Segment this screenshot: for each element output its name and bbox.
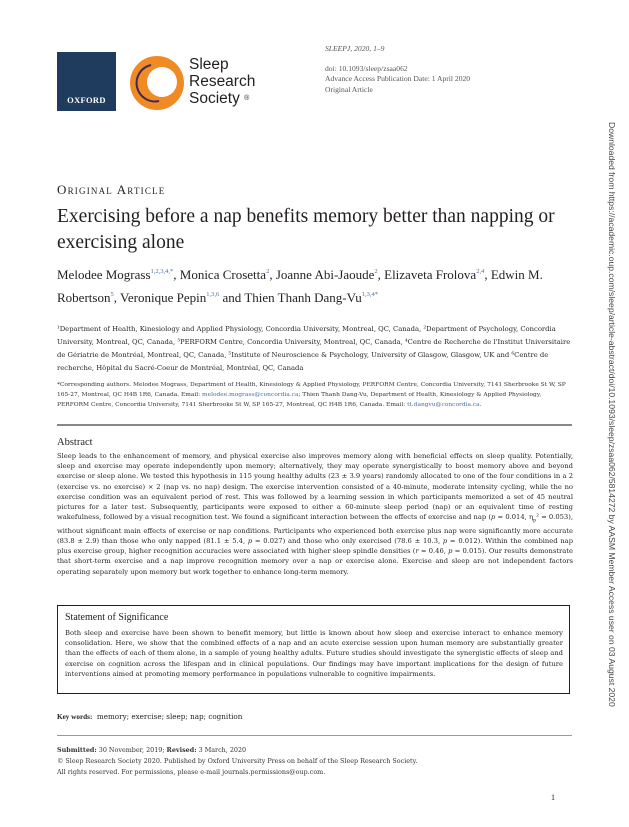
abstract-heading: Abstract — [57, 437, 93, 448]
page-number: 1 — [551, 793, 555, 802]
abstract-text: = 0.027) and those who only exercised (78.6 ± 10.3, — [252, 536, 443, 545]
email-link-mograss[interactable]: melodee.mograss@concordia.ca — [202, 392, 299, 399]
author-name: Edwin M. Robertson — [57, 267, 543, 305]
footer — [57, 745, 572, 778]
submitted-label: Submitted: — [57, 746, 97, 754]
abstract-text: = 0.012). Within the combined nap plus exercise group, higher recognition accuracies were associated with higher sleep spindle densities ( — [57, 536, 574, 556]
author-affiliation-marker[interactable]: 1,3,4* — [361, 290, 378, 298]
stat-symbol: p — [491, 513, 496, 522]
correspondence-end: . — [479, 402, 482, 409]
author-affiliation-marker[interactable]: 5 — [110, 290, 114, 298]
author-separator: , — [269, 267, 276, 282]
abstract-text: Sleep leads to the enhancement of memory, and physical exercise also improves memory along with beneficial effects on sleep quality. Potentially, sleep and exercise may operate independently upon memory; alternatively, they may operate synergistically to boost memory above and beyond exercise or sleep alone. We tested this hypothesis in 115 young healthy adults (23 ± 3.9 years) randomly allocated to one of the four conditions in a 2 (exercise vs. no exercise) × 2 (nap vs. no nap) design. The exercise intervention consisted of a 40-minute, moderate intensity cycling, while the no exercise condition was an equivalent period of rest. This was followed by a learning session in which participants memorized a set of 45 neutral pictures for a later test. Subsequently, participants were exposed to either a 60-minute sleep period (nap) or an equivalent time of resting wakefulness, followed by a visual recognition test. We found a significant interaction between the effects of exercise and nap ( — [57, 452, 573, 522]
advance-access-date: Advance Access Publication Date: 1 April 2020 — [325, 74, 471, 83]
affiliations: ¹Department of Health, Kinesiology and Applied Physiology, Concordia University, Montreal, QC, Canada, ²Department of Psychology, Concordia University, Montreal, QC, Canada, ³PERFORM Centre, Concordia University, Montreal, QC, Canada, ⁴Centre de Recherche de l'Institut Universitaire de Gériatrie de Montréal, Montreal, QC, Canada, ⁵Institute of Neuroscience & Psychology, University of Glasgow, Glasgow, UK and ⁶Centre de recherche, Hôpital du Sacré-Coeur de Montréal, Montréal, QC, Canada — [57, 325, 571, 372]
author-affiliation-marker[interactable]: 1,2,3,4,* — [150, 268, 174, 275]
society-name — [189, 56, 255, 107]
correspondence — [57, 380, 575, 411]
author-separator: , — [173, 267, 180, 282]
author-name: Elizaveta Frolova — [384, 267, 477, 282]
stat-symbol: p — [247, 536, 253, 545]
abstract-text: = 0.015). Our results demonstrate that short-term exercise and a nap improve recognition memory over a nap or exercise alone. Exercise and sleep are not independent factors operating separately upon memory but work together to enhance long-term memory. — [57, 547, 573, 576]
author-separator: , — [377, 267, 385, 282]
abstract-body: Sleep leads to the enhancement of memory, and physical exercise also improves memory along with beneficial effects on sleep quality. Potentially, sleep and exercise may operate independently upon memory; alternatively, they may operate synergistically to boost memory above and beyond exercise or sleep alone. We tested this hypothesis in 115 young healthy adults (23 ± 3.9 years) randomly allocated to one of the four conditions in a 2 (exercise vs. no exercise) × 2 (nap vs. no nap) design. The exercise intervention consisted of a 40-minute, moderate intensity cycling, while the no exercise condition was an equivalent period of rest. This was followed by a learning session in which participants memorized a set of 45 neutral pictures for a later test. Subsequently, participants were exposed to either a 60-minute sleep period (nap) or an equivalent time of resting wakefulness, followed by a visual recognition test. We found a significant interaction between the effects of exercise and nap (p = 0.014, $\eta_p^2 = 0.053$), without significant main effects of exercise or nap conditions. Participants who experienced both exercise plus nap were significantly more accurate (83.8 ± 2.9) than those who only napped (81.1 ± 5.4, p = 0.027) and those who only exercised (78.6 ± 10.3, p = 0.012). Within the combined nap plus exercise group, higher recognition accuracies were associated with higher sleep spindle densities (r = 0.46, p = 0.015). Our results demonstrate that short-term exercise and a nap improve recognition memory over a nap or exercise alone. Exercise and sleep are not independent factors operating separately upon memory but work together to enhance long-term memory. — [57, 452, 574, 576]
revised-label: Revised: — [166, 746, 197, 754]
significance-box — [57, 605, 570, 694]
correspondence-text-1: *Corresponding authors. Melodee Mograss, Department of Health, Kinesiology & Applied Physiology, PERFORM Centre, Concordia University, 7141 Sherbrooke St W, SP 165-27, Montreal, QC H4B 1R6, Canada. Email: — [57, 382, 566, 399]
email-link-dangvu[interactable]: tt.dangvu@concordia.ca — [407, 402, 480, 409]
journal-doi[interactable]: doi: 10.1093/sleep/zsaa062 — [325, 63, 408, 73]
significance-heading: Statement of Significance — [65, 612, 169, 623]
author-affiliation-marker[interactable]: 2,4 — [476, 268, 485, 275]
stat-symbol: r — [415, 547, 419, 556]
keywords-value: memory; exercise; sleep; nap; cognition — [96, 712, 243, 721]
article-title: Exercising before a nap benefits memory better than napping or exercising alone — [57, 206, 555, 253]
society-name-line3: Society — [189, 90, 240, 107]
oxford-logo — [57, 52, 116, 111]
journal-citation: SLEEPJ, 2020, 1–9 — [325, 44, 385, 53]
author-separator: , — [113, 289, 120, 305]
author-name: Thien Thanh Dang-Vu — [244, 289, 362, 305]
author-list — [57, 262, 577, 307]
author-name: Joanne Abi-Jaoude — [275, 267, 375, 282]
download-sidenote-text: Downloaded from https://academic.oup.com/sleep/article-abstract/doi/10.1093/sleep/zsaa062/5814272 by AASM Member Access user on 03 August 2020 — [607, 122, 617, 707]
keywords-label: Key words: — [57, 713, 93, 721]
stat-symbol: p — [442, 536, 448, 545]
correspondence-text-2: ; Thien Thanh Dang-Vu, Department of Health, Kinesiology & Applied Physiology, PERFORM Centre, Concordia University, 7141 Sherbrooke St W, SP 165-27, Montreal, QC H4B 1R6, Canada. Email: — [57, 392, 542, 409]
keywords — [57, 712, 242, 721]
footer-divider — [57, 735, 572, 736]
author-name: Monica Crosetta — [179, 267, 267, 282]
author-name: Melodee Mograss — [57, 267, 151, 282]
oxford-logo-text: OXFORD — [67, 95, 106, 105]
rights: All rights reserved. For permissions, please e-mail journals.permissions@oup.com. — [57, 768, 326, 776]
submitted-date: 30 November, 2019; — [96, 746, 167, 754]
registered-mark: ® — [244, 95, 250, 102]
abstract-text: = 0.46, — [418, 547, 449, 556]
sleep-research-society-logo-icon — [129, 55, 185, 111]
copyright: © Sleep Research Society 2020. Published by Oxford University Press on behalf of the Sleep Research Society. — [57, 757, 418, 765]
article-type: Original Article — [325, 84, 373, 94]
author-affiliation-marker[interactable]: 2 — [266, 268, 270, 275]
author-separator: , — [484, 267, 491, 282]
author-separator: and — [219, 289, 245, 305]
society-name-line1: Sleep — [189, 56, 229, 73]
download-sidenote — [607, 122, 628, 707]
society-name-line2: Research — [189, 73, 256, 90]
significance-body: Both sleep and exercise have been shown to benefit memory, but little is known about how sleep and exercise interact to enhance memory consolidation. Here, we show that the combined effects of a nap and an acute exercise session upon human memory are substantially greater than the effects of each of them alone, in a sample of young healthy adults. Future studies should investigate the synergistic effects of sleep and exercise on cognition across the lifespan and in clinical populations. Our findings may have important implications for the design of future interventions aimed at promoting memory performance in populations vulnerable to cognitive impairments. — [65, 629, 563, 678]
author-affiliation-marker[interactable]: 2 — [374, 268, 378, 275]
section-divider — [57, 424, 572, 426]
abstract-text: ² = 0.053), without significant main effects of exercise or nap conditions. Participants who experienced both exercise plus nap were significantly more accurate (83.8 ± 2.9) than those who only napped (81.1 ± 5.4, — [57, 513, 573, 545]
abstract-text: = 0.014, η — [495, 513, 533, 522]
author-name: Veronique Pepin — [119, 289, 207, 305]
section-label: Original Article — [57, 182, 166, 197]
author-affiliation-marker[interactable]: 1,3,6 — [206, 290, 220, 298]
revised-date: 3 March, 2020 — [196, 746, 247, 754]
journal-info — [325, 44, 470, 95]
stat-symbol: p — [448, 547, 453, 556]
